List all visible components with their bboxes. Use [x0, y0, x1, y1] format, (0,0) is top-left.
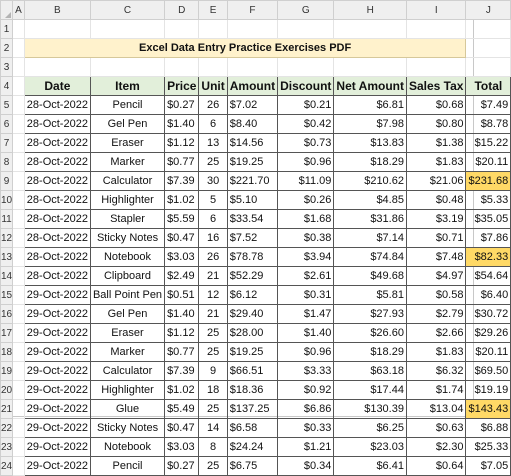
cell-item[interactable]: Sticky Notes [90, 229, 164, 248]
cell-total[interactable]: $82.33 [466, 248, 511, 267]
cell[interactable] [13, 153, 25, 172]
cell-total[interactable]: $20.11 [466, 153, 511, 172]
cell-total[interactable]: $69.50 [466, 362, 511, 381]
cell-discount[interactable]: $0.38 [278, 229, 334, 248]
cell-total[interactable]: $231.68 [466, 172, 511, 191]
cell-unit[interactable]: 25 [199, 153, 227, 172]
cell[interactable] [24, 58, 90, 77]
cell-amount[interactable]: $78.78 [227, 248, 277, 267]
sheet-row [1, 39, 511, 58]
cell[interactable] [278, 20, 334, 39]
cell[interactable] [13, 20, 25, 39]
cell-date[interactable]: 29-Oct-2022 [24, 324, 90, 343]
cell-total[interactable]: $54.64 [466, 267, 511, 286]
table-row [1, 381, 511, 400]
cell-sales-tax[interactable]: $21.06 [406, 172, 465, 191]
cell-unit[interactable]: 26 [199, 96, 227, 115]
column-header-e[interactable]: E [199, 1, 227, 20]
cell-item[interactable]: Highlighter [90, 381, 164, 400]
cell-unit[interactable]: 5 [199, 191, 227, 210]
header-net-amount[interactable]: Net Amount [334, 77, 407, 96]
cell-date[interactable]: 28-Oct-2022 [24, 191, 90, 210]
cell-price[interactable]: $1.40 [165, 115, 199, 134]
cell-unit[interactable]: 25 [199, 324, 227, 343]
cell-net-amount[interactable]: $130.39 [334, 400, 407, 419]
row-number[interactable]: 23 [1, 438, 13, 457]
cell-sales-tax[interactable]: $0.63 [406, 419, 465, 438]
column-header-h[interactable]: H [334, 1, 407, 20]
cell-amount[interactable]: $19.25 [227, 343, 277, 362]
cell-unit[interactable]: 16 [199, 229, 227, 248]
cell[interactable] [13, 248, 25, 267]
column-header-row [1, 1, 511, 20]
cell-net-amount[interactable]: $23.03 [334, 438, 407, 457]
cell-amount[interactable]: $137.25 [227, 400, 277, 419]
cell-item[interactable]: Gel Pen [90, 305, 164, 324]
cell-unit[interactable]: 30 [199, 172, 227, 191]
cell-unit[interactable]: 14 [199, 419, 227, 438]
cell[interactable] [13, 305, 25, 324]
cell-price[interactable]: $0.47 [165, 229, 199, 248]
cell-amount[interactable]: $29.40 [227, 305, 277, 324]
cell-sales-tax[interactable]: $0.64 [406, 457, 465, 476]
cell-price[interactable]: $0.47 [165, 419, 199, 438]
cell-item[interactable]: Gel Pen [90, 115, 164, 134]
cell[interactable] [13, 343, 25, 362]
cell-date[interactable]: 29-Oct-2022 [24, 419, 90, 438]
cell-item[interactable]: Calculator [90, 172, 164, 191]
cell-amount[interactable]: $33.54 [227, 210, 277, 229]
cell-sales-tax[interactable]: $2.79 [406, 305, 465, 324]
cell-discount[interactable]: $2.61 [278, 267, 334, 286]
cell-sales-tax[interactable]: $0.68 [406, 96, 465, 115]
cell-discount[interactable]: $0.96 [278, 153, 334, 172]
sheet-row [1, 20, 511, 39]
cell-price[interactable]: $0.51 [165, 286, 199, 305]
cell-discount[interactable]: $0.73 [278, 134, 334, 153]
cell-unit[interactable]: 9 [199, 362, 227, 381]
column-header-j[interactable]: J [466, 1, 511, 20]
column-header-i[interactable]: I [406, 1, 465, 20]
cell[interactable] [13, 229, 25, 248]
cell-date[interactable]: 29-Oct-2022 [24, 400, 90, 419]
table-row [1, 153, 511, 172]
cell-net-amount[interactable]: $7.14 [334, 229, 407, 248]
cell-discount[interactable]: $0.42 [278, 115, 334, 134]
header-discount[interactable]: Discount [278, 77, 334, 96]
row-number[interactable]: 20 [1, 381, 13, 400]
cell-amount[interactable]: $221.70 [227, 172, 277, 191]
cell-discount[interactable]: $1.47 [278, 305, 334, 324]
cell-total[interactable]: $5.33 [466, 191, 511, 210]
cell[interactable] [90, 20, 164, 39]
cell-discount[interactable]: $0.92 [278, 381, 334, 400]
cell-discount[interactable]: $3.33 [278, 362, 334, 381]
cell-unit[interactable]: 18 [199, 381, 227, 400]
page-title: Excel Data Entry Practice Exercises PDF [24, 39, 466, 58]
cell-discount[interactable]: $6.86 [278, 400, 334, 419]
cell-price[interactable]: $0.27 [165, 96, 199, 115]
cell-total[interactable]: $30.72 [466, 305, 511, 324]
cell-item[interactable]: Ball Point Pen [90, 286, 164, 305]
row-number[interactable]: 19 [1, 362, 13, 381]
cell-amount[interactable]: $52.29 [227, 267, 277, 286]
cell[interactable] [13, 267, 25, 286]
cell-date[interactable]: 29-Oct-2022 [24, 305, 90, 324]
cell-unit[interactable]: 21 [199, 305, 227, 324]
cell-net-amount[interactable]: $5.81 [334, 286, 407, 305]
cell-date[interactable]: 28-Oct-2022 [24, 248, 90, 267]
cell-date[interactable]: 28-Oct-2022 [24, 172, 90, 191]
cell-sales-tax[interactable]: $0.80 [406, 115, 465, 134]
row-number[interactable]: 18 [1, 343, 13, 362]
header-item[interactable]: Item [90, 77, 164, 96]
header-price[interactable]: Price [165, 77, 199, 96]
table-row [1, 229, 511, 248]
cell[interactable] [13, 77, 25, 96]
cell-total[interactable]: $7.49 [466, 96, 511, 115]
cell-discount[interactable]: $0.96 [278, 343, 334, 362]
cell-sales-tax[interactable]: $0.71 [406, 229, 465, 248]
row-number[interactable]: 6 [1, 115, 13, 134]
cell-discount[interactable]: $1.21 [278, 438, 334, 457]
cell-net-amount[interactable]: $18.29 [334, 153, 407, 172]
cell-amount[interactable]: $6.58 [227, 419, 277, 438]
cell-sales-tax[interactable]: $0.48 [406, 191, 465, 210]
cell-date[interactable]: 28-Oct-2022 [24, 267, 90, 286]
cell-net-amount[interactable]: $26.60 [334, 324, 407, 343]
table-row [1, 457, 511, 476]
row-number[interactable]: 15 [1, 286, 13, 305]
cell-date[interactable]: 28-Oct-2022 [24, 134, 90, 153]
cell-unit[interactable]: 26 [199, 248, 227, 267]
cell-date[interactable]: 29-Oct-2022 [24, 286, 90, 305]
header-sales-tax[interactable]: Sales Tax [406, 77, 465, 96]
cell[interactable] [13, 381, 25, 400]
cell-item[interactable]: Marker [90, 343, 164, 362]
column-header-b[interactable]: B [24, 1, 90, 20]
row-number[interactable]: 14 [1, 267, 13, 286]
cell-net-amount[interactable]: $63.18 [334, 362, 407, 381]
cell[interactable] [406, 58, 465, 77]
cell[interactable] [24, 20, 90, 39]
cell[interactable] [13, 419, 25, 438]
cell-net-amount[interactable]: $210.62 [334, 172, 407, 191]
cell-sales-tax[interactable]: $4.97 [406, 267, 465, 286]
table-row [1, 400, 511, 419]
cell-price[interactable]: $7.39 [165, 362, 199, 381]
cell-item[interactable]: Stapler [90, 210, 164, 229]
cell[interactable] [334, 20, 407, 39]
row-number[interactable]: 9 [1, 172, 13, 191]
cell-net-amount[interactable]: $4.85 [334, 191, 407, 210]
cell-sales-tax[interactable]: $3.19 [406, 210, 465, 229]
cell-sales-tax[interactable]: $1.83 [406, 343, 465, 362]
column-header-a[interactable]: A [13, 1, 25, 20]
cell-amount[interactable]: $14.56 [227, 134, 277, 153]
table-row [1, 267, 511, 286]
cell-item[interactable]: Notebook [90, 438, 164, 457]
table-row [1, 286, 511, 305]
row-number[interactable]: 5 [1, 96, 13, 115]
table-row [1, 438, 511, 457]
row-number[interactable]: 21 [1, 400, 13, 419]
table-header-row [1, 77, 511, 96]
cell-discount[interactable]: $0.33 [278, 419, 334, 438]
table-row [1, 343, 511, 362]
cell[interactable] [13, 210, 25, 229]
header-date[interactable]: Date [24, 77, 90, 96]
cell-discount[interactable]: $11.09 [278, 172, 334, 191]
row-number[interactable]: 3 [1, 58, 13, 77]
cell[interactable] [13, 58, 25, 77]
cell[interactable] [466, 58, 511, 77]
cell-net-amount[interactable]: $7.98 [334, 115, 407, 134]
cell-sales-tax[interactable]: $13.04 [406, 400, 465, 419]
cell-date[interactable]: 28-Oct-2022 [24, 96, 90, 115]
cell-sales-tax[interactable]: $0.58 [406, 286, 465, 305]
cell-amount[interactable]: $6.75 [227, 457, 277, 476]
cell-price[interactable]: $0.77 [165, 343, 199, 362]
table-row [1, 191, 511, 210]
cell-date[interactable]: 28-Oct-2022 [24, 153, 90, 172]
cell[interactable] [13, 286, 25, 305]
cell-item[interactable]: Pencil [90, 96, 164, 115]
cell[interactable] [199, 20, 227, 39]
cell-total[interactable]: $6.88 [466, 419, 511, 438]
cell-net-amount[interactable]: $49.68 [334, 267, 407, 286]
cell-sales-tax[interactable]: $6.32 [406, 362, 465, 381]
cell-total[interactable]: $29.26 [466, 324, 511, 343]
cell-date[interactable]: 28-Oct-2022 [24, 210, 90, 229]
cell-total[interactable]: $7.05 [466, 457, 511, 476]
cell-net-amount[interactable]: $27.93 [334, 305, 407, 324]
cell[interactable] [13, 362, 25, 381]
cell[interactable] [13, 438, 25, 457]
cell-amount[interactable]: $7.52 [227, 229, 277, 248]
cell[interactable] [227, 58, 277, 77]
cell-item[interactable]: Glue [90, 400, 164, 419]
cell-price[interactable]: $1.12 [165, 134, 199, 153]
cell[interactable] [90, 58, 164, 77]
header-unit[interactable]: Unit [199, 77, 227, 96]
cell-amount[interactable]: $6.12 [227, 286, 277, 305]
cell-price[interactable]: $7.39 [165, 172, 199, 191]
cell-discount[interactable]: $1.40 [278, 324, 334, 343]
cell-date[interactable]: 29-Oct-2022 [24, 457, 90, 476]
cell-discount[interactable]: $1.68 [278, 210, 334, 229]
table-row [1, 362, 511, 381]
cell-total[interactable]: $143.43 [466, 400, 511, 419]
cell-amount[interactable]: $66.51 [227, 362, 277, 381]
sheet-row [1, 58, 511, 77]
row-number[interactable]: 16 [1, 305, 13, 324]
cell-amount[interactable]: $8.40 [227, 115, 277, 134]
column-header-c[interactable]: C [90, 1, 164, 20]
row-number[interactable]: 10 [1, 191, 13, 210]
cell-unit[interactable]: 21 [199, 267, 227, 286]
cell[interactable] [165, 58, 199, 77]
cell-total[interactable]: $15.22 [466, 134, 511, 153]
cell-amount[interactable]: $28.00 [227, 324, 277, 343]
cell-date[interactable]: 28-Oct-2022 [24, 115, 90, 134]
cell-unit[interactable]: 25 [199, 457, 227, 476]
cell-price[interactable]: $5.49 [165, 400, 199, 419]
row-number[interactable]: 8 [1, 153, 13, 172]
cell[interactable] [13, 134, 25, 153]
cell[interactable] [165, 20, 199, 39]
row-number[interactable]: 11 [1, 210, 13, 229]
cell-total[interactable]: $8.78 [466, 115, 511, 134]
cell-discount[interactable]: $0.26 [278, 191, 334, 210]
cell-sales-tax[interactable]: $1.83 [406, 153, 465, 172]
cell-unit[interactable]: 8 [199, 438, 227, 457]
cell-date[interactable]: 29-Oct-2022 [24, 438, 90, 457]
cell-net-amount[interactable]: $6.41 [334, 457, 407, 476]
row-number[interactable]: 7 [1, 134, 13, 153]
row-number[interactable]: 22 [1, 419, 13, 438]
cell-total[interactable]: $20.11 [466, 343, 511, 362]
cell-date[interactable]: 29-Oct-2022 [24, 381, 90, 400]
cell-net-amount[interactable]: $17.44 [334, 381, 407, 400]
cell-net-amount[interactable]: $18.29 [334, 343, 407, 362]
cell[interactable] [466, 39, 511, 58]
cell[interactable] [199, 58, 227, 77]
cell[interactable] [278, 58, 334, 77]
cell-net-amount[interactable]: $6.81 [334, 96, 407, 115]
cell-item[interactable]: Eraser [90, 134, 164, 153]
table-row [1, 134, 511, 153]
cell-unit[interactable]: 25 [199, 343, 227, 362]
cell-discount[interactable]: $0.31 [278, 286, 334, 305]
cell[interactable] [406, 20, 465, 39]
cell-amount[interactable]: $18.36 [227, 381, 277, 400]
cell[interactable] [334, 58, 407, 77]
row-number[interactable]: 4 [1, 77, 13, 96]
cell-item[interactable]: Pencil [90, 457, 164, 476]
cell-discount[interactable]: $3.94 [278, 248, 334, 267]
cell-unit[interactable]: 6 [199, 210, 227, 229]
column-header-d[interactable]: D [165, 1, 199, 20]
cell[interactable] [13, 457, 25, 476]
header-amount[interactable]: Amount [227, 77, 277, 96]
table-row [1, 96, 511, 115]
cell-price[interactable]: $0.27 [165, 457, 199, 476]
cell-total[interactable]: $7.86 [466, 229, 511, 248]
cell[interactable] [466, 20, 511, 39]
cell[interactable] [13, 172, 25, 191]
cell-discount[interactable]: $0.34 [278, 457, 334, 476]
cell-date[interactable]: 28-Oct-2022 [24, 229, 90, 248]
cell[interactable] [227, 20, 277, 39]
cell-item[interactable]: Marker [90, 153, 164, 172]
cell-price[interactable]: $0.77 [165, 153, 199, 172]
cell-price[interactable]: $3.03 [165, 438, 199, 457]
cell-unit[interactable]: 12 [199, 286, 227, 305]
cell-date[interactable]: 29-Oct-2022 [24, 362, 90, 381]
cell-unit[interactable]: 6 [199, 115, 227, 134]
table-row [1, 419, 511, 438]
row-number[interactable]: 12 [1, 229, 13, 248]
cell-item[interactable]: Sticky Notes [90, 419, 164, 438]
cell-price[interactable]: $1.02 [165, 191, 199, 210]
cell-unit[interactable]: 13 [199, 134, 227, 153]
cell-price[interactable]: $1.02 [165, 381, 199, 400]
cell-price[interactable]: $1.12 [165, 324, 199, 343]
cell[interactable] [13, 191, 25, 210]
cell-total[interactable]: $35.05 [466, 210, 511, 229]
table-row [1, 248, 511, 267]
cell-sales-tax[interactable]: $1.38 [406, 134, 465, 153]
cell-amount[interactable]: $19.25 [227, 153, 277, 172]
cell-sales-tax[interactable]: $2.66 [406, 324, 465, 343]
row-number[interactable]: 13 [1, 248, 13, 267]
table-row [1, 172, 511, 191]
cell-date[interactable]: 29-Oct-2022 [24, 343, 90, 362]
select-all-corner[interactable] [1, 1, 13, 20]
table-row [1, 210, 511, 229]
cell-price[interactable]: $5.59 [165, 210, 199, 229]
cell-net-amount[interactable]: $74.84 [334, 248, 407, 267]
cell-net-amount[interactable]: $6.25 [334, 419, 407, 438]
table-row [1, 324, 511, 343]
header-total[interactable]: Total [466, 77, 511, 96]
column-header-g[interactable]: G [278, 1, 334, 20]
cell-amount[interactable]: $24.24 [227, 438, 277, 457]
cell-sales-tax[interactable]: $1.74 [406, 381, 465, 400]
cell-total[interactable]: $19.19 [466, 381, 511, 400]
cell-net-amount[interactable]: $31.86 [334, 210, 407, 229]
cell-price[interactable]: $1.40 [165, 305, 199, 324]
row-number[interactable]: 17 [1, 324, 13, 343]
row-number[interactable]: 2 [1, 39, 13, 58]
cell-item[interactable]: Calculator [90, 362, 164, 381]
cell[interactable] [13, 115, 25, 134]
cell-net-amount[interactable]: $13.83 [334, 134, 407, 153]
cell-sales-tax[interactable]: $7.48 [406, 248, 465, 267]
cell[interactable] [13, 324, 25, 343]
cell-sales-tax[interactable]: $2.30 [406, 438, 465, 457]
cell-amount[interactable]: $7.02 [227, 96, 277, 115]
cell-item[interactable]: Notebook [90, 248, 164, 267]
cell[interactable] [13, 400, 25, 419]
cell[interactable] [13, 39, 25, 58]
cell-amount[interactable]: $5.10 [227, 191, 277, 210]
table-row [1, 305, 511, 324]
cell-total[interactable]: $6.40 [466, 286, 511, 305]
row-number[interactable]: 1 [1, 20, 13, 39]
row-number[interactable]: 24 [1, 457, 13, 476]
cell-total[interactable]: $25.33 [466, 438, 511, 457]
column-header-f[interactable]: F [227, 1, 277, 20]
cell-unit[interactable]: 25 [199, 400, 227, 419]
table-row [1, 115, 511, 134]
cell-item[interactable]: Clipboard [90, 267, 164, 286]
cell-item[interactable]: Eraser [90, 324, 164, 343]
cell-item[interactable]: Highlighter [90, 191, 164, 210]
cell-price[interactable]: $3.03 [165, 248, 199, 267]
cell[interactable] [13, 96, 25, 115]
cell-price[interactable]: $2.49 [165, 267, 199, 286]
cell-discount[interactable]: $0.21 [278, 96, 334, 115]
